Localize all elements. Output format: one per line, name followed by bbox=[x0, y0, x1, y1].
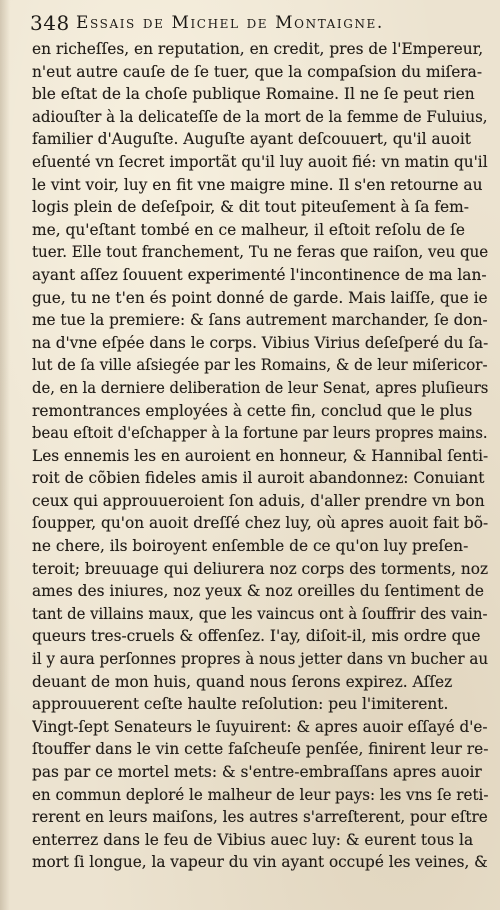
text-line: roit de cõbien fideles amis il auroit abandonnez: Conuiant bbox=[32, 469, 485, 488]
text-line: tuer. Elle tout franchement, Tu ne feras que raiſon, veu que bbox=[32, 243, 489, 262]
text-line: logis plein de deſeſpoir, & dit tout piteuſement à ſa fem- bbox=[32, 198, 469, 217]
text-line: n'eut autre cauſe de ſe tuer, que la compaſsion du miſera- bbox=[32, 62, 483, 81]
text-line: ſoupper, qu'on auoit dreſſé chez luy, où apres auoit fait bõ- bbox=[32, 514, 489, 533]
text-line: ceux qui approuueroient ſon aduis, d'aller prendre vn bon bbox=[32, 491, 485, 510]
text-line: pas par ce mortel mets: & s'entre-embraſſans apres auoir bbox=[32, 763, 482, 781]
page-header bbox=[30, 9, 470, 41]
body-text bbox=[32, 38, 488, 874]
text-line: le vint voir, luy en fit vne maigre mine. Il s'en retourne au bbox=[32, 175, 483, 194]
text-line: tant de villains maux, que les vaincus ont à ſouffrir des vain- bbox=[32, 604, 488, 623]
text-line: Vingt-ſept Senateurs le ſuyuirent: & apres auoir eſſayé d'e- bbox=[32, 717, 488, 736]
text-line: approuuerent ceſte haulte reſolution: peu l'imiterent. bbox=[32, 695, 449, 714]
text-line: de, en la derniere deliberation de leur Senat, apres pluſieurs bbox=[32, 378, 488, 397]
text-line: il y aura perſonnes propres à nous jetter dans vn bucher au bbox=[32, 650, 489, 669]
text-line: adiouſter à la delicateſſe de la mort de la femme de Fuluius, bbox=[32, 107, 488, 126]
text-line: beau eſtoit d'eſchapper à la fortune par leurs propres mains. bbox=[32, 424, 488, 443]
text-line: eſuenté vn ſecret importãt qu'il luy auoit fié: vn matin qu'il bbox=[32, 152, 488, 171]
text-line: queurs tres-cruels & offenſez. I'ay, diſoit-il, mis ordre que bbox=[32, 627, 481, 646]
spine-shadow bbox=[0, 0, 10, 910]
text-line: remontrances employées à cette fin, conclud que le plus bbox=[32, 401, 473, 420]
text-line: me, qu'eſtant tombé en ce malheur, il eſtoit reſolu de ſe bbox=[32, 220, 465, 239]
text-line: deuant de mon huis, quand nous ſerons expirez. Aſſez bbox=[32, 672, 453, 691]
text-line: en commun deploré le malheur de leur pays: les vns ſe reti- bbox=[32, 785, 489, 804]
text-line: na d'vne eſpée dans le corps. Vibius Virius deſeſperé du ſa- bbox=[32, 333, 488, 352]
text-line: enterrez dans le feu de Vibius auec luy: & eurent tous la bbox=[32, 830, 474, 849]
text-line: en richeſſes, en reputation, en credit, pres de l'Empereur, bbox=[32, 40, 484, 58]
text-line: ne chere, ils boiroyent enſemble de ce qu'on luy preſen- bbox=[32, 537, 469, 556]
text-line: ble eſtat de la choſe publique Romaine. Il ne ſe peut rien bbox=[32, 85, 475, 104]
text-line: rerent en leurs maiſons, les autres s'arreſterent, pour eſtre bbox=[32, 808, 488, 827]
text-line: lut de ſa ville aſsiegée par les Romains, & de leur miſericor- bbox=[32, 356, 488, 375]
running-head: Essais de Michel de Montaigne. bbox=[76, 13, 384, 33]
text-line: ayant aſſez ſouuent experimenté l'incontinence de ma lan- bbox=[32, 265, 487, 284]
text-line: mort ſi longue, la vapeur du vin ayant occupé les veines, & bbox=[32, 853, 488, 872]
page-number: 348 bbox=[30, 11, 70, 35]
text-line: Les ennemis les en auroient en honneur, & Hannibal ſenti- bbox=[32, 446, 489, 465]
text-line: ſtouffer dans le vin cette faſcheuſe penſée, finirent leur re- bbox=[32, 740, 489, 759]
text-line: me tue la premiere: & ſans autrement marchander, ſe don- bbox=[32, 311, 488, 330]
text-line: gue, tu ne t'en és point donné de garde. Mais laiſſe, que ie bbox=[32, 288, 488, 307]
text-line: teroit; breuuage qui deliurera noz corps des torments, noz bbox=[32, 559, 489, 578]
text-line: ames des iniures, noz yeux & noz oreilles du ſentiment de bbox=[32, 582, 485, 601]
text-line: familier d'Auguſte. Auguſte ayant deſcouuert, qu'il auoit bbox=[32, 130, 471, 149]
